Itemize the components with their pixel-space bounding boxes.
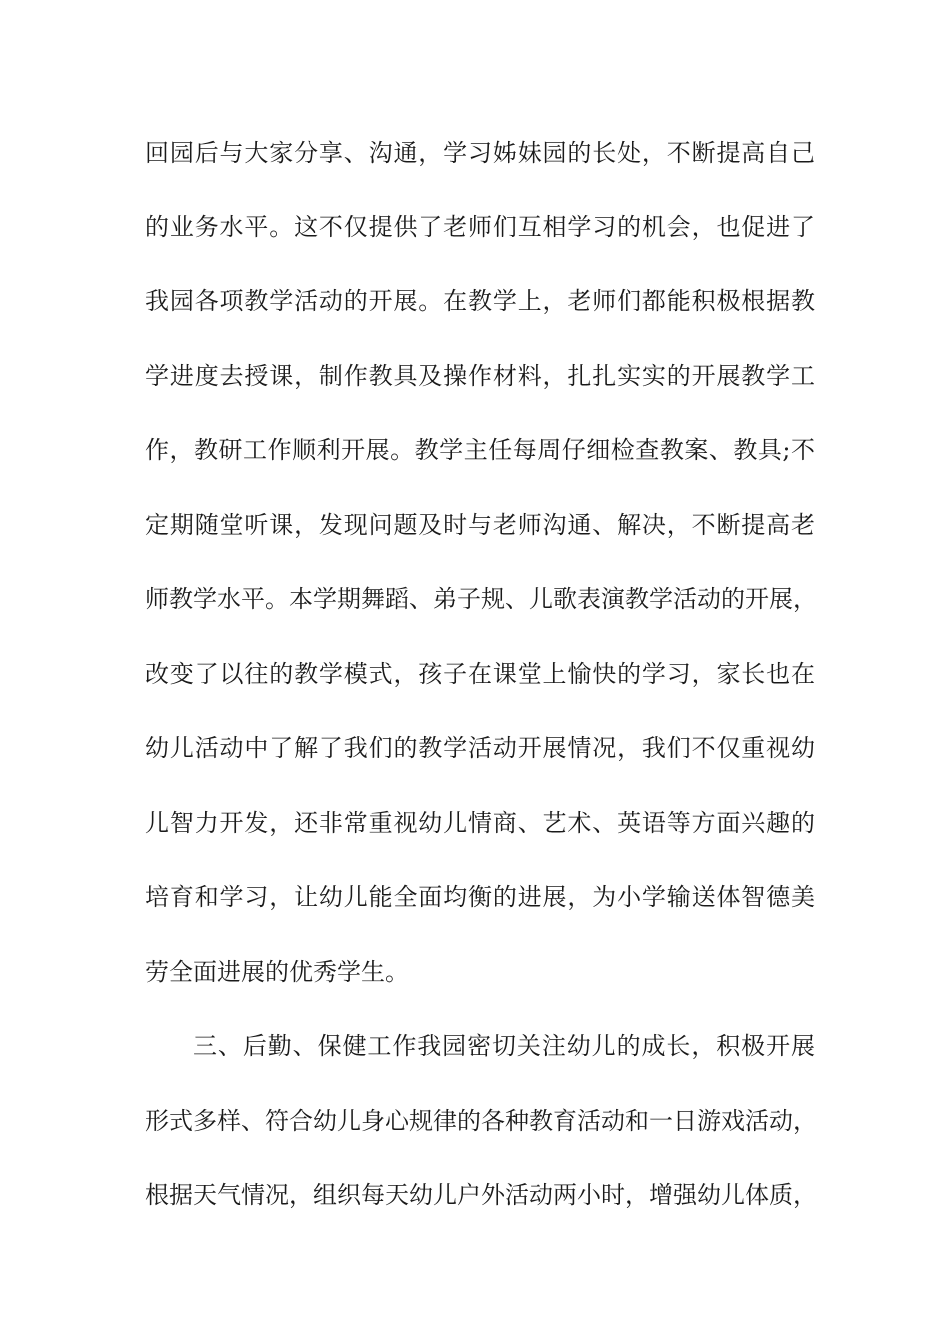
paragraph-line: 劳全面进展的优秀学生。: [145, 958, 409, 986]
section-heading-line: 三、后勤、保健工作我园密切关注幼儿的成长，积极开展: [193, 1032, 815, 1060]
paragraph-line: 培育和学习，让幼儿能全面均衡的进展，为小学输送体智德美: [145, 883, 815, 911]
paragraph-line: 我园各项教学活动的开展。在教学上，老师们都能积极根据教: [145, 287, 815, 315]
paragraph-line: 幼儿活动中了解了我们的教学活动开展情况，我们不仅重视幼: [145, 734, 815, 762]
paragraph-line: 定期随堂听课，发现问题及时与老师沟通、解决，不断提高老: [145, 511, 815, 539]
paragraph-line: 改变了以往的教学模式，孩子在课堂上愉快的学习，家长也在: [145, 660, 815, 688]
paragraph-line: 儿智力开发，还非常重视幼儿情商、艺术、英语等方面兴趣的: [145, 809, 815, 837]
paragraph-line: 形式多样、符合幼儿身心规律的各种教育活动和一日游戏活动，: [145, 1107, 817, 1135]
paragraph-line: 师教学水平。本学期舞蹈、弟子规、儿歌表演教学活动的开展，: [145, 585, 817, 613]
paragraph-line: 的业务水平。这不仅提供了老师们互相学习的机会，也促进了: [145, 213, 815, 241]
paragraph-line: 回园后与大家分享、沟通，学习姊妹园的长处，不断提高自己: [145, 139, 815, 167]
paragraph-line: 根据天气情况，组织每天幼儿户外活动两小时，增强幼儿体质，: [145, 1181, 817, 1209]
paragraph-line: 作，教研工作顺利开展。教学主任每周仔细检查教案、教具;不: [145, 436, 815, 464]
paragraph-line: 学进度去授课，制作教具及操作材料，扎扎实实的开展教学工: [145, 362, 815, 390]
